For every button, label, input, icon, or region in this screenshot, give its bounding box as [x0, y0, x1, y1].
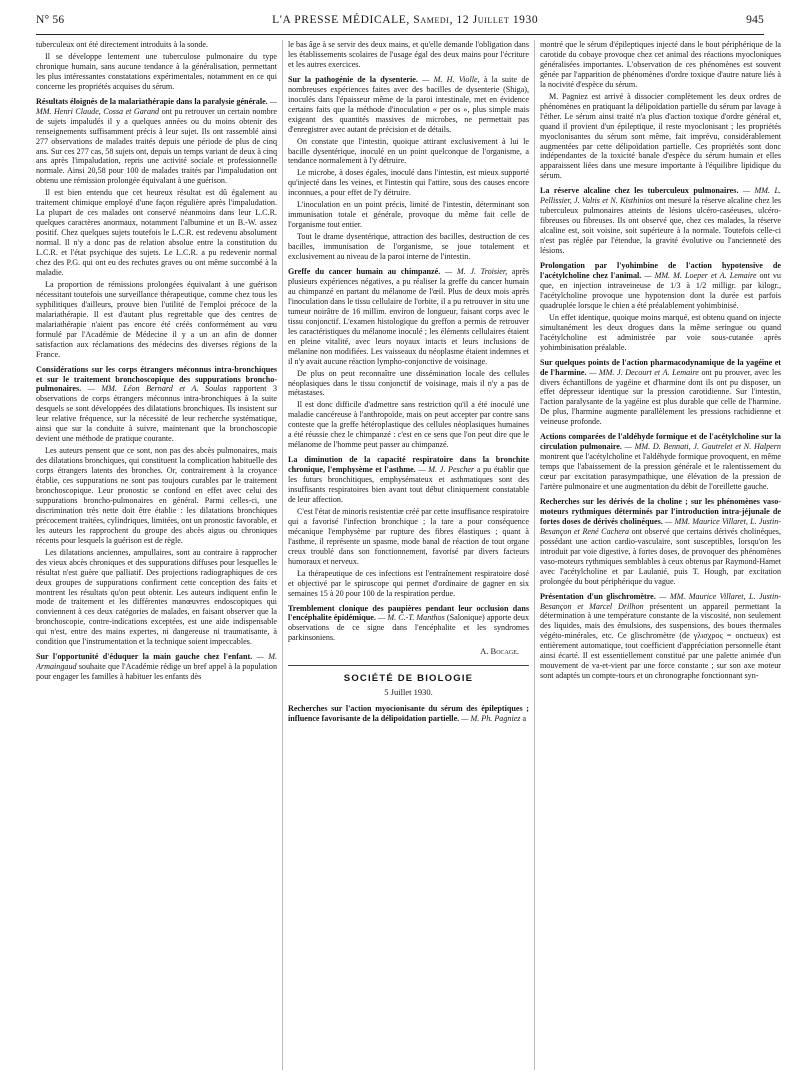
- column-separator: [282, 40, 283, 1070]
- signature: A. Bocage.: [480, 646, 519, 657]
- article-authors: — M. J. Troisier,: [440, 267, 508, 277]
- paragraph: tuberculeux ont été directement introduits à la sonde.: [36, 40, 209, 49]
- paragraph: M. Pagniez est arrivé à dissocier complètement les deux ordres de phénomènes en pratiquant la délipoïdation partielle du sérum par lavage à l'éther. Le sérum ainsi traité n'a plus d'action toxique d'ordre général et, quand il provient d'un épileptique, il reste myoclonisant ; les propriétés myoclonisantes du sérum sont même, fait imprévu, considérablement augmentées par cette délipoïdation partielle. Ces propriétés sont donc indépendantes de la toxicité banale d'espèce du sérum humain et elles apparaissent liées dans une mesure importante à l'équilibre lipidique du sérum.: [540, 91, 781, 181]
- section-title: SOCIÉTÉ DE BIOLOGIE: [343, 673, 474, 685]
- article-title: Sur l'opportunité d'éduquer la main gauche chez l'enfant.: [36, 652, 253, 662]
- paragraph: Les dilatations anciennes, ampullaires, sont au contraire à rapprocher des vieux abcès chroniques et des suppurations diffuses pour lesquelles le résultat n'est guère que palliatif. Des projections radiographiques de ces deux groupes de suppurations confirment cette conception des faits et montrent les résultats qu'on peut obtenir. Les auteurs indiquent enfin le mode de traitement et les différentes manœuvres endoscopiques qui conviennent à ces deux catégories de malades, en faisant observer que la bronchoscopie, contre-indications exceptées, est une aide indispensable qui n'est, entre des mains expertes, ni dangereuse ni traumatisante, à condition que l'instrumentation et la technique soient impeccables.: [36, 547, 277, 647]
- paragraph: La proportion de rémissions prolongées équivalant à une guérison nécessitant toutefois une surveillance thérapeutique, comme chez tous les syphilitiques d'ailleurs, prouve bien l'utilité de l'emploi précoce de la malariathérapie. Il est d'autant plus regrettable que des centres de malariathérapie n'aient pas encore été créés conformément au vœu formulé par l'Académie de Médecine il y a un an afin de donner satisfaction aux réclamations des médecins des diverses régions de la France.: [36, 279, 277, 359]
- header-rule: [36, 34, 764, 35]
- article-derives-choline: [540, 497, 781, 587]
- article-capacite-respiratoire: [288, 455, 529, 505]
- page-header: [36, 14, 764, 36]
- article-text: montrent que l'acétylcholine et l'aldéhyde formique provoquent, en même temps que l'abaissement de la pression générale et le ralentissement du cœur par excitation parasympathique, une élévation de la pression de l'artère pulmonaire et une augmentation du débit de l'oreillette gauche.: [540, 452, 781, 492]
- article-authors: — MM. J. Decourt et A. Lemaire: [586, 367, 699, 377]
- column-separator: [534, 40, 535, 1070]
- paragraph: Il est donc difficile d'admettre sans restriction qu'il a été inoculé une maladie cancéreuse à l'anthropoïde, mais on peut accepter par contre sans conteste que la greffe hétéroplastique des cellules néoplasiques humaines a été réussie chez le chimpanzé : c'est en ce sens que l'on peut dire que le mélanome de l'homme peut passer au chimpanzé.: [288, 400, 529, 450]
- paragraph: L'inoculation en un point précis, limité de l'intestin, déterminant son immunisation totale et générale, provoque du même fait celle de l'organisme tout entier.: [288, 200, 529, 230]
- article-yageine: [540, 358, 781, 428]
- paragraph: On constate que l'intestin, quoique attirant exclusivement à lui le bacille dysentérique, inoculé en un point quelconque de l'organisme, a tendance normalement à l'y détruire.: [288, 136, 529, 166]
- article-title: Prolongation par l'yohimbine de l'action hypotensive de l'acétylcholine chez l'animal.: [540, 261, 781, 280]
- article-text: (Salonique) apporte deux observations de ce signe dans l'encéphalite et les syndromes parkinsoniens.: [288, 613, 529, 643]
- column-3: [540, 40, 781, 1070]
- paragraph: le bas âge à se servir des deux mains, et qu'elle demande l'obligation dans les établissements scolaires de l'usage égal des deux mains pour l'écriture et les autres exercices.: [288, 40, 529, 69]
- article-title: Actions comparées de l'aldéhyde formique et de l'acétylcholine sur la circulation pulmonaire.: [540, 432, 781, 452]
- article-authors: — MM. Maurice Villaret, L. Justin-Besançon et Marcel Drilhon: [540, 591, 781, 611]
- article-authors: — M. H. Violle,: [417, 74, 480, 84]
- paragraph: Le microbe, à doses égales, inoculé dans l'intestin, est mieux supporté qu'injecté dans les veines, et l'intestin qui l'attire, sous des causes encore inconnues, a pour effet de l'y détruire.: [288, 168, 529, 198]
- article-title: Présentation d'un glischromètre.: [540, 591, 656, 601]
- page-number: 945: [746, 14, 764, 26]
- article-title: Recherches sur les dérivés de la choline ; sur les phénomènes vaso-moteurs rythmiques déterminés par l'introduction intra-jéjunale de fortes doses de dérivés cholinéques.: [540, 496, 781, 526]
- article-authors: — MM. Henri Claude, Cossa et Garand: [36, 96, 277, 116]
- article-authors: — M. Armaingaud: [36, 652, 277, 672]
- paragraph: C'est l'état de minoris resistentiæ créé par cette insuffisance respiratoire qui a favorisé l'infection bronchique ; la tare a pour conséquence mécanique l'emphysème par rupture des fibres élastiques ; quant à l'asthme, il représente un spasme, mode banal de réaction de tout organe creux troublé dans son fonctionnement, favorisé par divers facteurs humoraux et nerveux.: [288, 506, 529, 566]
- article-title: La diminution de la capacité respiratoire dans la bronchite chronique, l'emphysème et l'asthme.: [288, 455, 529, 475]
- section-divider: [288, 665, 529, 666]
- article-dysenterie: [288, 75, 529, 135]
- article-malariatherapie: [36, 97, 277, 187]
- article-reserve-alcaline: [540, 186, 781, 256]
- article-title: Résultats éloignés de la malariathérapie dans la paralysie générale.: [36, 96, 268, 106]
- article-authors: — M. C.-T. Manthos: [375, 613, 445, 623]
- article-tremblement: [288, 604, 529, 644]
- article-text: a pu établir que les futurs bronchitiques, emphysémateux et asthmatiques sont des insuffisants respiratoires bien avant tout début cliniquement constatable de leur affection.: [288, 465, 529, 504]
- article-aldehyde-formique: [540, 432, 781, 492]
- article-authors: — MM. M. Loeper et A. Lemaire: [641, 270, 757, 280]
- article-text: ont vu que, en injection intraveineuse de 1/3 à 1/2 milligr. par kilogr., l'acétylcholine provoque une hypotension dont la durée est parfois quadruplée lorsque le chien a été préalablement yohimbinisé.: [540, 270, 781, 310]
- article-text: souhaite que l'Académie rédige un bref appel à la population pour engager les familles à habituer les enfants dès: [36, 662, 277, 682]
- article-title: Recherches sur l'action myocionisante du sérum des épileptiques ; influence favorisante de la délipoïdation partielle.: [288, 704, 529, 724]
- article-title: Considérations sur les corps étrangers méconnus intra-bronchiques et sur le traitement bronchoscopique des suppurations broncho-pulmonaires.: [36, 364, 277, 394]
- article-authors: — MM. Maurice Villaret, L. Justin-Besançon et René Cachera: [540, 516, 781, 536]
- paragraph: Les auteurs pensent que ce sont, non pas des abcès pulmonaires, mais des dilatations bronchiques, qui constituent la complication habituelle des corps étrangers latents des bronches. Or, contrairement à la croyance établie, ces suppurations ne sont pas toujours curables par le traitement bronchoscopique. Leur pronostic se confond en effet avec celui des suppurations broncho-pulmonaires en général. Parmi celles-ci, une discrimination très nette doit être établie : les dilatations bronchiques précocement traitées, cylindriques, limitées, ont un pronostic favorable, et les auteurs les rapprochent du groupe des abcès aigus ou chroniques récents pour lesquels la guérison est de règle.: [36, 446, 277, 545]
- paragraph: Tout le drame dysentérique, attraction des bacilles, destruction de ces bacilles, immunisation de l'organisme, se joue totalement et exclusivement au niveau de la paroi interne de l'intestin.: [288, 232, 529, 262]
- issue-number: N° 56: [36, 14, 65, 26]
- column-1: [36, 40, 277, 1070]
- journal-title: L'A PRESSE MÉDICALE, Samedi, 12 Juillet 1930: [272, 14, 539, 26]
- article-text: à la suite de nombreuses expériences faites avec des bacilles de dysenterie (Shiga), inoculés dans l'épaisseur même de la paroi intestinale, met en évidence certains faits que la méthode d'inoculation « per os », plus simple mais exigeant des quantités massives de microbes, ne permettait pas d'enregistrer avec autant de précision et de détails.: [288, 74, 529, 134]
- article-title: Greffe du cancer humain au chimpanzé.: [288, 267, 441, 277]
- article-authors: — MM. Léon Bernard et A. Soulas: [81, 384, 227, 394]
- article-title: Sur la pathogénie de la dysenterie.: [288, 74, 418, 84]
- paragraph: De plus on peut reconnaître une dissémination locale des cellules néoplasiques dans le tissu conjonctif de voisinage, mais il n'y a pas de métastases.: [288, 368, 529, 398]
- paragraph: Un effet identique, quoique moins marqué, est obtenu quand on injecte simultanément les deux drogues dans la même seringue ou quand l'acétylcholine est administrée par voie sous-cutanée après yohimbinisation préalable.: [540, 312, 781, 352]
- section-date: 5 Juillet 1930.: [384, 687, 433, 698]
- article-text: ont pu retrouver un certain nombre de sujets impaludés il y a quelques années ou du moins obtenir des renseignements suffisamment précis à leur sujet. Ils ont rassemblé ainsi 277 observations de malades traités depuis une période de plus de cinq ans. Sur ces 277 cas, 58 sujets ont, depuis un temps variant de deux à cinq ans après l'impaludation, repris une activité sociale et professionnelle normale. Ainsi 20,58 pour 100 de malades traités par l'impaludation ont obtenu une rémission prolongée équivalant à une guérison.: [36, 106, 277, 186]
- article-authors: — M. Ph. Pagniez: [459, 714, 521, 724]
- article-main-gauche: [36, 652, 277, 682]
- article-title: Tremblement clonique des paupières pendant leur occlusion dans l'encéphalite épidémique.: [288, 603, 529, 623]
- article-text: présentent un appareil permettant la détermination à une température constante de la viscosité, non seulement des liquides, mais des émulsions, des suspensions, des boues thermales végéto-minérales, etc. Ce glischromètre (de γλισχρος = onctueux) est entièrement automatique, tout coefficient d'appréciation personnelle étant ainsi écarté. Il est essentiellement constitué par une palette animée d'un mouvement de va-et-vient par une force constante ; sur son axe moteur sont adaptés un compte-tours et un chronographe fonctionnant syn-: [540, 601, 781, 681]
- article-corps-etrangers: [36, 365, 277, 445]
- article-myoclonisante: [288, 704, 529, 724]
- paragraph: Il se développe lentement une tuberculose pulmonaire du type chronique humain, sans aucune tendance à la généralisation, permettant les plus intéressantes constatations expérimentales, notamment en ce qui concerne les propriétés acquises du sérum.: [36, 51, 277, 91]
- article-glischrometre: [540, 592, 781, 682]
- article-yohimbine: [540, 261, 781, 311]
- article-greffe-cancer: [288, 267, 529, 367]
- paragraph: montré que le sérum d'épileptiques injecté dans le bout périphérique de la carotide du cobaye provoque chez cet animal des réactions myocloniques généralisées importantes. L'observation de ces phénomènes est souvent gênée par l'apparition de phénomènes d'ordre toxique d'autre nature liés à la nocivité d'espèce du sérum.: [540, 40, 781, 89]
- article-authors: — MM. D. Bennati, J. Gautrelet et N. Halpern: [621, 442, 781, 452]
- article-text: ont mesuré la réserve alcaline chez les tuberculeux pulmonaires atteints de lésions ulcéro-caséeuses, ulcéro-fibreuses ou fibreuses. Ils ont observé que, chez ces malades, la réserve alcaline est, soit voisine, soit supérieure à la normale. Toutefois celle-ci n'est pas réglée par l'étendue, la gravité évolutive ou l'ancienneté des lésions.: [540, 196, 781, 256]
- paragraph: Il est bien entendu que cet heureux résultat est dû également au traitement chimique employé d'une façon régulière après l'impaludation. La plupart de ces malades ont conservé néanmoins dans leur L.C.R. quelques caractères anormaux, notamment l'albumine et un B.-W. assez positif. Chez quelques sujets toutefois le L.C.R. est redevenu absolument normal. Il n'y a donc pas de relation absolue entre la constitution du L.C.R. et l'état psychique des sujets. Le L.C.R. a pu redevenir normal chez des P.G. qui ont eu des rechutes graves ou ont même succombé à la maladie.: [36, 188, 277, 277]
- article-text: a: [520, 714, 527, 724]
- article-title: Sur quelques points de l'action pharmacodynamique de la yagéine et de l'harmine.: [540, 357, 781, 377]
- article-authors: — M. J. Pescher: [415, 465, 475, 475]
- article-authors: — MM. L. Pellissier, J. Valtis et N. Kisthinios: [540, 186, 781, 206]
- column-2: [288, 40, 529, 1070]
- article-title: La réserve alcaline chez les tuberculeux pulmonaires.: [540, 186, 739, 196]
- article-text: ont observé que certains dérivés cholinéques, possédant une action cardio-vasculaire, sont susceptibles, lorsqu'on les introduit par voie digestive, à fortes doses, de provoquer des phénomènes vaso-moteurs rythmiques semblables à ceux obtenus par Raymond-Hamet avec l'acétylcholine et par Laulanié, puis T. Hough, par excitation prolongée du bout périphérique du vague.: [540, 526, 781, 586]
- article-text: après plusieurs expériences négatives, a pu réaliser la greffe du cancer humain au chimpanzé en partant du mélanome de l'œil. Plus de deux mois après l'inoculation dans le tissu cellulaire de l'orbite, il a pu retrouver in situ une tumeur noirâtre de 16 millim. environ de longueur, faisant corps avec le tissu conjonctif. L'examen histologique du greffon a permis de retrouver les caractéristiques du mélanome inoculé ; les éléments cellulaires étaient en pleine vitalité, avec leurs noyaux intacts et leurs inclusions de mélanine non modifiées. Les vaisseaux du néoplasme étaient indemnes et il n'y avait aucune réaction lympho-conjonctive de voisinage.: [288, 267, 529, 366]
- article-text: ont pu prouver, avec les divers échantillons de yagéine et d'harmine dont ils ont pu disposer, un effet dépresseur identique sur la pression carotidienne. Sur l'intestin, l'action paralysante de la yagéine est plus durable que celle de l'harmine. De plus, l'harmine augmente parallèlement les pressions rachidienne et veineuse profonde.: [540, 367, 781, 427]
- paragraph: La thérapeutique de ces infections est l'entraînement respiratoire dosé et objectivé par le spiroscope qui permet d'ordinaire de gagner en six semaines 15 à 20 pour 100 de la respiration perdue.: [288, 568, 529, 598]
- article-text: rapportent 3 observations de corps étrangers méconnus intra-bronchiques à la suite desquels se sont développées des dilatations bronchiques. Ils insistent sur leur relative fréquence, sur la nécessité de leur recherche systématique, ainsi que sur la conduite à suivre, maintenant que la bronchoscopie devient une méthode de pratique courante.: [36, 384, 277, 444]
